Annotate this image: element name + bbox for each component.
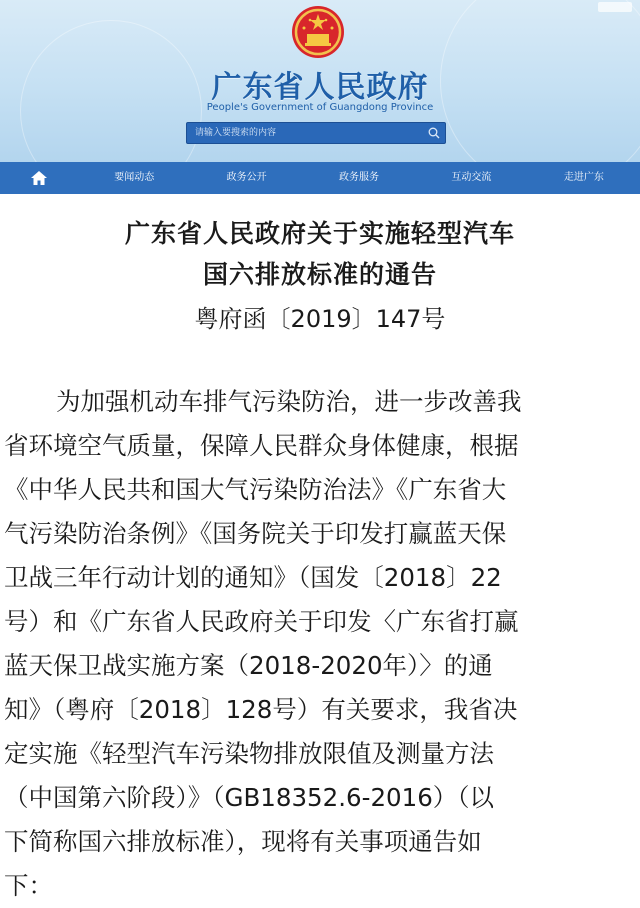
national-emblem-icon (290, 4, 346, 60)
body-line: 知》（粤府〔2018〕128号）有关要求，我省决 (4, 695, 518, 724)
body-line: 省环境空气质量，保障人民群众身体健康，根据 (4, 431, 519, 460)
search-box (186, 122, 446, 144)
document-title-line-1: 广东省人民政府关于实施轻型汽车 (124, 219, 515, 248)
body-line: 为加强机动车排气污染防治，进一步改善我 (56, 387, 522, 416)
header-banner (0, 0, 640, 162)
nav-item-news[interactable]: 要闻动态 (114, 172, 155, 183)
body-line: 号）和《广东省人民政府关于印发〈广东省打赢 (4, 607, 519, 636)
top-badge[interactable] (598, 2, 632, 12)
body-line: 下简称国六排放标准），现将有关事项通告如 (4, 827, 482, 856)
body-line: 下： (4, 871, 53, 900)
nav-item-about[interactable]: 走进广东 (563, 172, 604, 183)
home-icon[interactable] (0, 162, 78, 194)
body-line: 定实施《轻型汽车污染物排放限值及测量方法 (4, 739, 494, 768)
body-line: 《中华人民共和国大气污染防治法》《广东省大 (4, 475, 507, 504)
nav-item-services[interactable]: 政务服务 (339, 172, 380, 183)
main-nav (0, 162, 640, 194)
site-title: 广东省人民政府 (211, 70, 429, 105)
nav-item-gov-affairs[interactable]: 政务公开 (226, 172, 267, 183)
body-line: （中国第六阶段）》（GB18352.6-2016）（以 (4, 783, 495, 812)
document-body (0, 380, 640, 908)
body-line: 蓝天保卫战实施方案（2018-2020年）〉的通 (4, 651, 493, 680)
search-icon[interactable] (423, 123, 445, 143)
document-number: 粤府函〔2019〕147号 (194, 305, 446, 333)
nav-item-interaction[interactable]: 互动交流 (451, 172, 492, 183)
body-line: 卫战三年行动计划的通知》（国发〔2018〕22 (4, 563, 502, 592)
search-input[interactable] (187, 123, 423, 143)
document-title-line-2: 国六排放标准的通告 (202, 260, 437, 289)
site-subtitle: People's Government of Guangdong Province (206, 102, 434, 113)
body-line: 气污染防治条例》《国务院关于印发打赢蓝天保 (4, 519, 507, 548)
